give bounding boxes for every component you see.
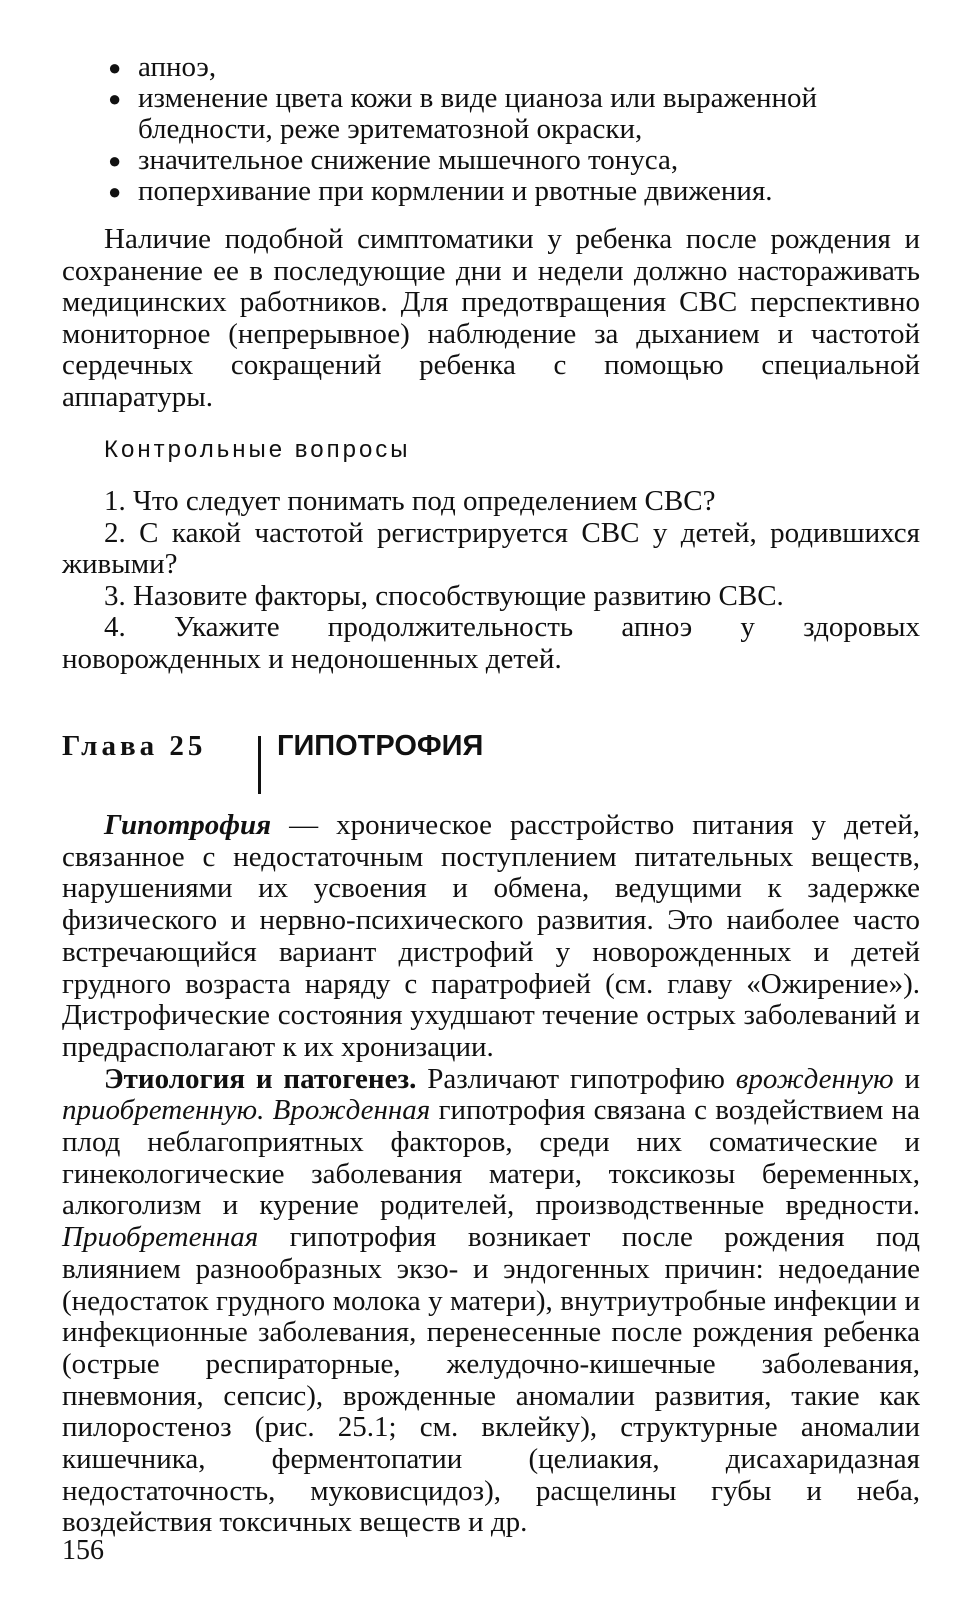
etiology-paragraph [62,1064,920,1540]
page-number: 156 [62,1535,104,1566]
list-item: ● апноэ, [108,52,928,83]
emphasis: Врожденная [272,1094,431,1127]
list-item: ● значительное снижение мышечного тонуса, [108,145,928,176]
etiology-heading: Этиология и патогенез. [104,1062,417,1095]
definition-text: — хроническое расстройство питания у детей, связанное с недостаточным поступлением питательных веществ, нарушениями их усвоения и обмена, ведущими к задержке физического и нервно-психического развития. Это наиболее часто встречающийся вариант дистрофий у новорожденных и детей грудного возраста наряду с паратрофией (см. главу «Ожирение»). Дистрофические состояния ухудшают течение острых заболеваний и предрасполагают к их хронизации. [62,809,920,1063]
chapter-divider [258,736,261,794]
list-item: ● изменение цвета кожи в виде цианоза или выраженной бледности, реже эритематозной окраски, [108,83,928,145]
paragraph: Наличие подобной симптоматики у ребенка после рождения и сохранение ее в последующие дни и недели должно настораживать медицинских работников. Для предотвращения СВС перспективно мониторное (непрерывное) наблюдение за дыханием и частотой сердечных сокращений ребенка с помощью специальной аппаратуры. [62,223,920,413]
definition-term: Гипотрофия [104,809,272,841]
text-run [264,1094,272,1126]
definition-paragraph [62,810,920,1064]
emphasis: врожденную [735,1062,894,1095]
question-item: 2. С какой частотой регистрируется СВС у детей, родившихся живыми? [62,516,920,580]
emphasis: приобретенную. [62,1094,265,1127]
text-run: и [893,1062,920,1095]
symptom-list [108,52,928,207]
control-questions-list [62,486,920,675]
chapter-heading [62,730,920,796]
chapter-body [62,810,920,1539]
emphasis: Приобретенная [62,1221,259,1254]
text-run: Различают гипотрофию [416,1062,736,1095]
chapter-title: ГИПОТРОФИЯ [277,730,484,762]
chapter-number: Глава 25 [62,730,207,762]
text-run: гипотрофия возникает после рождения под влиянием разнообразных экзо- и эндогенных причин: недоедание (недостаток грудного молока у матери), внутриутробные инфекции и инфекционные заболевания, перенесенные после рождения ребенка (острые респираторные, желудочно-кишечные заболевания, пневмония, сепсис), врожденные аномалии развития, такие как пилоростеноз (рис. 25.1; см. вклейку), структурные аномалии кишечника, ферментопатии (целиакия, дисахаридазная недостаточность, муковисцидоз), расщелины губы и неба, воздействия токсичных веществ и др. [62,1221,920,1539]
control-questions-heading: Контрольные вопросы [104,436,411,463]
question-item: 4. Укажите продолжительность апноэ у здоровых новорожденных и недоношенных детей. [62,611,920,675]
text-run: гипотрофия связана с воздействием на плод неблагоприятных факторов, среди них соматические и гинекологические заболевания матери, токсикозы беременных, алкоголизм и курение родителей, производственные вредности. [62,1094,920,1222]
question-item: 1. Что следует понимать под определением СВС? [104,485,716,517]
question-item: 3. Назовите факторы, способствующие развитию СВС. [104,579,784,612]
list-item: ● поперхивание при кормлении и рвотные движения. [108,176,928,207]
